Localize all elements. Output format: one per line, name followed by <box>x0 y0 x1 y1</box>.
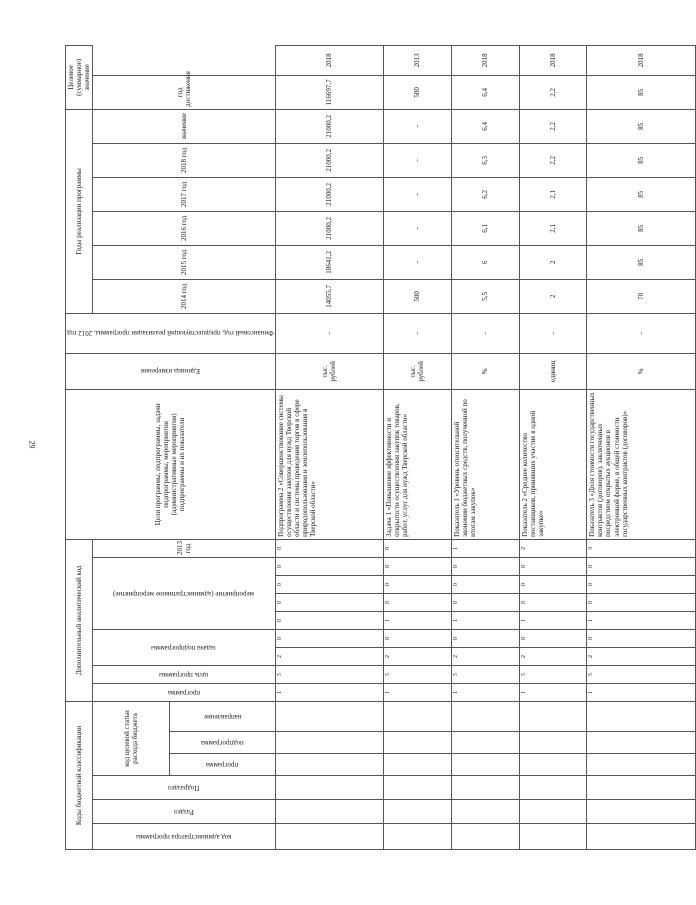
analytic-code-digit: 1 <box>383 683 451 701</box>
analytic-code-digit: 0 <box>519 629 587 647</box>
budget-code-cell <box>451 701 519 731</box>
analytic-code-digit: 0 <box>519 557 587 575</box>
row-unit: тыс. рублей <box>383 353 451 389</box>
budget-code-cell <box>383 824 451 850</box>
analytic-code-digit: 0 <box>275 575 383 593</box>
budget-code-cell <box>587 701 695 731</box>
header-budget-codes: Коды бюджетной классификации <box>66 701 93 849</box>
row-year-value: - <box>383 245 451 279</box>
budget-code-cell <box>519 701 587 731</box>
analytic-code-digit: 0 <box>451 557 519 575</box>
budget-code-cell <box>383 701 451 731</box>
row-year-value: - <box>383 109 451 143</box>
analytic-code-digit: 0 <box>451 629 519 647</box>
analytic-code-digit: 0 <box>451 593 519 611</box>
header-section: Раздел <box>93 800 276 824</box>
row-unit: % <box>451 353 519 389</box>
header-target-value: значение <box>93 109 276 143</box>
budget-code-cell <box>519 754 587 776</box>
budget-code-cell <box>451 776 519 800</box>
analytic-code-digit: 0 <box>275 557 383 575</box>
budget-code-cell <box>275 754 383 776</box>
row-unit: % <box>587 353 695 389</box>
header-unit: Единица измерения <box>66 353 276 389</box>
table-row <box>451 45 519 849</box>
analytic-code-digit: 0 <box>587 575 695 593</box>
budget-code-cell <box>587 800 695 824</box>
row-year-value: 6,2 <box>451 177 519 211</box>
analytic-code-digit: 5 <box>451 665 519 683</box>
analytic-code-digit: 2 <box>519 647 587 665</box>
header-admin-code: код администратора программы <box>93 824 276 850</box>
header-code-task: задача подпрограммы <box>93 629 276 665</box>
row-year-value: 18641,2 <box>275 245 383 279</box>
row-year-value: - <box>383 143 451 177</box>
analytic-code-digit: 1 <box>519 683 587 701</box>
analytic-code-digit: 0 <box>587 629 695 647</box>
row-unit: тыс. рублей <box>275 353 383 389</box>
analytic-code-digit: 1 <box>587 611 695 629</box>
budget-code-cell <box>519 800 587 824</box>
budget-code-cell <box>451 732 519 754</box>
budget-code-cell <box>587 824 695 850</box>
header-code-measure: мероприятие (административное мероприятие) <box>93 557 276 629</box>
row-year-value: 6,3 <box>451 143 519 177</box>
header-y2013: 2013 год <box>93 539 276 557</box>
budget-code-cell <box>383 754 451 776</box>
row-year-value: 500 <box>383 279 451 313</box>
header-y2015: 2015 год <box>93 245 276 279</box>
analytic-code-digit: 0 <box>275 611 383 629</box>
row-year-value: 21000,2 <box>275 109 383 143</box>
table-row <box>587 45 695 849</box>
analytic-code-digit: 5 <box>519 665 587 683</box>
analytic-code-digit: 0 <box>519 593 587 611</box>
row-year-value: - <box>383 177 451 211</box>
analytic-code-digit: 0 <box>587 557 695 575</box>
analytic-code-digit: 2 <box>383 647 451 665</box>
row-year-value: 5,5 <box>451 279 519 313</box>
row-fin-year: - <box>519 313 587 353</box>
row-year-value: 6 <box>451 245 519 279</box>
analytic-code-digit: 1 <box>519 611 587 629</box>
budget-code-cell <box>587 754 695 776</box>
row-fin-year: - <box>451 313 519 353</box>
header-years-group: Годы реализации программы <box>66 109 93 313</box>
table-body <box>275 45 695 849</box>
row-target-year: 2018 <box>451 45 519 75</box>
header-name: Цели программы, подпрограммы, задачи подпрограммы, мероприятия (административные мероприятия) подпрограммы и их показатели <box>66 389 276 539</box>
analytic-code-digit: 0 <box>451 575 519 593</box>
row-fin-year: - <box>587 313 695 353</box>
rotated-table-wrapper <box>65 53 645 850</box>
analytic-code-digit: 0 <box>383 539 451 557</box>
row-year-value: 85 <box>587 109 695 143</box>
budget-code-cell <box>275 800 383 824</box>
page-number: 29 <box>27 440 37 449</box>
row-name: Подпрограмма 2 «Совершенствование системы осуществления закупок для нужд Тверской области и системы проведения торгов в сфере природопользования и землепользования в Тверской области» <box>275 389 383 539</box>
budget-code-cell <box>587 732 695 754</box>
header-subsection: Подраздел <box>93 776 276 800</box>
header-target: Целевое (суммарное) значение <box>66 45 93 109</box>
analytic-code-digit: 1 <box>587 683 695 701</box>
budget-code-cell <box>451 824 519 850</box>
analytic-code-digit: 5 <box>587 665 695 683</box>
analytic-code-digit: 1 <box>451 683 519 701</box>
row-year-value: 85 <box>587 245 695 279</box>
analytic-code-digit: 0 <box>383 593 451 611</box>
analytic-code-digit: 0 <box>383 575 451 593</box>
row-year-value: - <box>383 211 451 245</box>
row-fin-year: - <box>275 313 383 353</box>
analytic-code-digit: 0 <box>275 539 383 557</box>
header-subprogram: подпрограмма <box>170 732 275 754</box>
row-year-value: 2,2 <box>519 143 587 177</box>
header-fin-year: Финансовый год, предшествующий реализации программы, 2012 год <box>66 313 276 353</box>
row-year-value: 85 <box>587 143 695 177</box>
row-year-value: 85 <box>587 177 695 211</box>
row-name: Показатель 2 «Среднее количество поставщиков, принявших участие в одной закупке» <box>519 389 587 539</box>
analytic-code-digit: 3 <box>587 539 695 557</box>
analytic-code-digit: 1 <box>451 539 519 557</box>
header-code-program: программа <box>93 683 276 701</box>
row-year-value: 2 <box>519 245 587 279</box>
analytic-code-digit: 0 <box>275 629 383 647</box>
row-year-value: 85 <box>587 211 695 245</box>
analytic-code-digit: 0 <box>383 557 451 575</box>
header-y2016: 2016 год <box>93 211 276 245</box>
row-year-value: 2,1 <box>519 211 587 245</box>
document-sheet <box>65 53 645 850</box>
analytic-code-digit: 2 <box>451 647 519 665</box>
row-target-year: 2018 <box>275 45 383 75</box>
analytic-code-digit: 2 <box>275 647 383 665</box>
header-y2018: 2018 год <box>93 143 276 177</box>
budget-code-cell <box>275 701 383 731</box>
header-y2017: 2017 год <box>93 177 276 211</box>
analytic-code-digit: 1 <box>383 611 451 629</box>
budget-code-cell <box>519 732 587 754</box>
row-target-value: 6,4 <box>451 75 519 109</box>
analytic-code-digit: 0 <box>275 593 383 611</box>
budget-code-cell <box>451 754 519 776</box>
row-name: Показатель 1 «Уровень относительной экономии бюджетных средств, полученной по итогам закупок» <box>451 389 519 539</box>
row-name: Задача 1 «Повышение эффективности и открытости осуществления закупок товаров, работ, услуг для нужд Тверской области» <box>383 389 451 539</box>
analytic-code-digit: 0 <box>587 593 695 611</box>
budget-program-table <box>65 45 696 850</box>
row-target-value: 116697,7 <box>275 75 383 109</box>
budget-code-cell <box>519 776 587 800</box>
analytic-code-digit: 0 <box>519 575 587 593</box>
table-row <box>519 45 587 849</box>
budget-code-cell <box>383 800 451 824</box>
table-row <box>383 45 451 849</box>
analytic-code-digit: 1 <box>451 611 519 629</box>
row-year-value: 21000,2 <box>275 211 383 245</box>
analytic-code-digit: 2 <box>587 647 695 665</box>
analytic-code-digit: 0 <box>383 629 451 647</box>
row-year-value: 14055,7 <box>275 279 383 313</box>
header-code-subprogram: цель программы <box>93 665 276 683</box>
row-target-year: 2018 <box>587 45 695 75</box>
row-target-value: 85 <box>587 75 695 109</box>
budget-code-cell <box>451 800 519 824</box>
row-fin-year: - <box>383 313 451 353</box>
row-year-value: 6,1 <box>451 211 519 245</box>
header-extra-code: Дополнительный аналитический код <box>66 539 93 701</box>
row-target-value: 500 <box>383 75 451 109</box>
row-year-value: 2 <box>519 279 587 313</box>
row-year-value: 2,2 <box>519 109 587 143</box>
row-year-value: 2,1 <box>519 177 587 211</box>
header-program: программа <box>170 754 275 776</box>
header-target-year: год достижения <box>93 75 276 109</box>
row-year-value: 70 <box>587 279 695 313</box>
budget-code-cell <box>275 824 383 850</box>
header-y2014: 2014 год <box>93 279 276 313</box>
row-unit: единиц <box>519 353 587 389</box>
budget-code-cell <box>519 824 587 850</box>
row-target-value: 2,2 <box>519 75 587 109</box>
row-name: Показатель 3 «Доля стоимости государственных контрактов (договоров), заключенных посредством открытых аукционов в электронной форме, в общей стоимости государственных контрактов (договоров)» <box>587 389 695 539</box>
header-target-article: код целевой статьи расхода бюджета <box>93 701 170 775</box>
budget-code-cell <box>275 776 383 800</box>
analytic-code-digit: 1 <box>275 683 383 701</box>
row-year-value: 6,4 <box>451 109 519 143</box>
table-row <box>275 45 383 849</box>
analytic-code-digit: 5 <box>275 665 383 683</box>
row-target-year: 2018 <box>519 45 587 75</box>
row-year-value: 21000,2 <box>275 177 383 211</box>
row-target-year: 2013 <box>383 45 451 75</box>
budget-code-cell <box>587 776 695 800</box>
header-direction: направление <box>170 701 275 731</box>
budget-code-cell <box>383 732 451 754</box>
row-year-value: 21000,2 <box>275 143 383 177</box>
analytic-code-digit: 5 <box>383 665 451 683</box>
budget-code-cell <box>383 776 451 800</box>
analytic-code-digit: 2 <box>519 539 587 557</box>
budget-code-cell <box>275 732 383 754</box>
